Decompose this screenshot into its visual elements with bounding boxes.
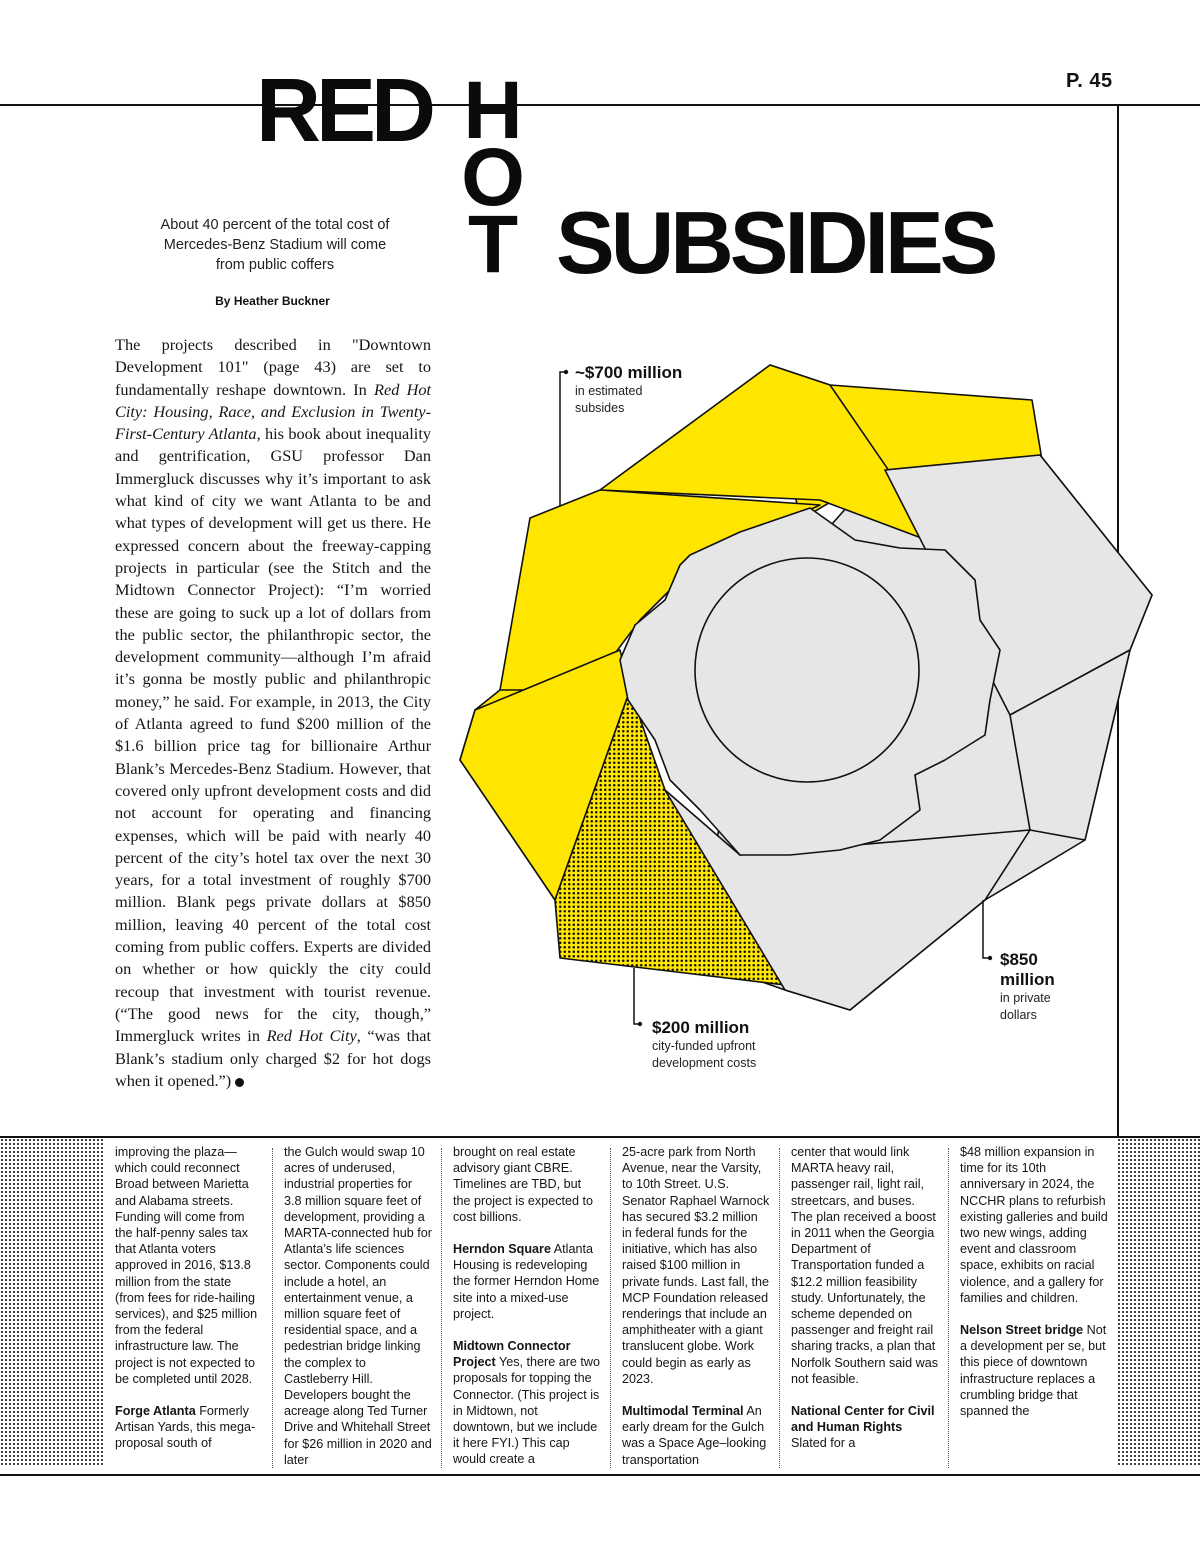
- dek: About 40 percent of the total cost of Mercedes-Benz Stadium will come from public coffers: [160, 217, 390, 273]
- callout-850m: [1000, 950, 1080, 1023]
- dotted-margin-right: [1117, 1138, 1200, 1467]
- title-letter-t: T: [467, 199, 519, 290]
- column-paragraph: [960, 1144, 1108, 1306]
- entry-heading: Midtown Connector Project: [453, 1339, 571, 1370]
- callout-amount: $850 million: [1000, 950, 1055, 989]
- stadium-field: [695, 558, 919, 782]
- text-column-4: [622, 1144, 770, 1468]
- body-paragraph-part: , his book about inequality and gentrification, GSU professor Dan Immergluck discusses why it’s important to ask what kind of city we want Atlanta to be and what types of development will get us there. He expressed concern about the freeway-capping projects in particular (see the Stitch and the Midtown Connector Project): “I’m worried these are going to suck up a lot of dollars from the public sector, the philanthropic sector, the development community—although I’m afraid it’s gonna be mostly public and philanthropic money,” he said. For example, in 2013, the City of Atlanta agreed to fund $200 million of the $1.6 billion price tag for billionaire Arthur Blank’s Mercedes-Benz Stadium. However, that covered only upfront development costs and did not account for operating and financing expenses, which will be paid with nearly 40 percent of the city’s hotel tax over the next 30 years, for a total investment of roughly $700 million. Blank pegs private dollars at $850 million, leaving 40 percent of the total cost coming from public coffers. Experts are divided on whether or how quickly the city could recoup that investment with tourist revenue. (“The good news for the city, though,” Immergluck writes in: [115, 424, 431, 1046]
- paragraph-text: Slated for a: [791, 1436, 856, 1451]
- column-divider: [441, 1148, 442, 1468]
- column-paragraph: [453, 1241, 601, 1322]
- paragraph-text: 25-acre park from North Avenue, near the Varsity, to 10th Street. U.S. Senator Raphael Warnock has secured $3.2 million in federal funds for the initiative, which has also raised $100 million in private funds. Last fall, the MCP Foundation released renderings that include an amphitheater with a giant translucent globe. Work could begin as early as 2023.: [622, 1145, 770, 1386]
- entry-heading: Forge Atlanta: [115, 1404, 196, 1419]
- column-paragraph: [284, 1144, 432, 1468]
- paragraph-text: the Gulch would swap 10 acres of underused, industrial properties for 3.8 million square feet of development, providing a MARTA-connected hub for Atlanta’s life sciences sector. Components could include a hotel, an entertainment venue, a million square feet of residential space, and a pedestrian bridge linking the complex to Castleberry Hill. Developers bought the acreage along Ted Turner Drive and Whitehall Street for $26 million in 2020 and later: [284, 1145, 432, 1467]
- column-divider: [779, 1148, 780, 1468]
- column-paragraph: [791, 1144, 939, 1387]
- text-column-1: [115, 1144, 263, 1468]
- entry-heading: Herndon Square: [453, 1242, 551, 1257]
- book-title: Red Hot City: [266, 1026, 357, 1046]
- callout-700m: [575, 363, 685, 416]
- column-paragraph: [453, 1144, 601, 1225]
- entry-heading: National Center for Civil and Human Rights: [791, 1404, 935, 1435]
- column-paragraph: [622, 1403, 770, 1468]
- callout-description: city-funded upfront development costs: [652, 1039, 757, 1070]
- body-paragraph-part: The projects described in "Downtown Development 101" (page 43) are set to fundamentally reshape downtown. In: [115, 335, 431, 399]
- paragraph-text: Yes, there are two proposals for topping the Connector. (This project is in Midtown, not downtown, but we include it here FYI.) This cap would create a: [453, 1355, 601, 1467]
- column-divider: [948, 1148, 949, 1468]
- body-paragraph-part: , “was that Blank’s stadium only charged $2 for hot dogs when it opened.”): [115, 1026, 431, 1090]
- title-letter-o: O: [461, 132, 525, 223]
- text-column-2: [284, 1144, 432, 1468]
- callout-200m: [652, 1018, 782, 1071]
- paragraph-text: improving the plaza—which could reconnect Broad between Marietta and Alabama streets. Funding will come from the half-penny sales tax that Atlanta voters approved in 2016, $13.8 million from the state (from fees for ride-hailing services), and $25 million from the federal infrastructure law. The project is not expected to be completed until 2028.: [115, 1145, 258, 1386]
- column-paragraph: [453, 1338, 601, 1468]
- paragraph-text: Not a development per se, but this piece of downtown infrastructure replaces a crumbling bridge that spanned the: [960, 1323, 1107, 1419]
- callout-description: in estimated subsides: [575, 384, 643, 415]
- title-letter-h: H: [463, 65, 523, 156]
- column-paragraph: [115, 1403, 263, 1452]
- callout-amount: ~$700 million: [575, 363, 683, 382]
- leader-850m: [983, 900, 990, 958]
- column-paragraph: [791, 1403, 939, 1452]
- column-paragraph: [115, 1144, 263, 1387]
- leader-700m: [560, 372, 566, 506]
- text-column-3: [453, 1144, 601, 1468]
- leader-200m: [634, 968, 640, 1024]
- leader-dot: [638, 1022, 642, 1026]
- paragraph-text: brought on real estate advisory giant CBRE. Timelines are TBD, but the project is expected to cost billions.: [453, 1145, 594, 1224]
- column-paragraph: [622, 1144, 770, 1387]
- paragraph-text: center that would link MARTA heavy rail, passenger rail, light rail, streetcars, and buses. The plan received a boost in 2011 when the Georgia Department of Transportation funded a $12.2 million feasibility study. Unfortunately, the scheme depended on passenger and freight rail sharing tracks, a plan that Norfolk Southern said was not feasible.: [791, 1145, 938, 1386]
- leader-dot: [564, 370, 568, 374]
- page-number: P. 45: [1066, 70, 1113, 92]
- paragraph-text: Atlanta Housing is redeveloping the former Herndon Home site into a mixed-use project.: [453, 1242, 600, 1321]
- text-column-6: [960, 1144, 1108, 1468]
- leader-dot: [988, 956, 992, 960]
- title-word-subsidies: SUBSIDIES: [556, 193, 995, 292]
- entry-heading: Nelson Street bridge: [960, 1323, 1084, 1338]
- column-paragraph: [960, 1322, 1108, 1419]
- column-divider: [272, 1148, 273, 1468]
- paragraph-text: An early dream for the Gulch was a Space Age–looking transportation: [622, 1404, 767, 1467]
- callout-amount: $200 million: [652, 1018, 750, 1037]
- entry-heading: Multimodal Terminal: [622, 1404, 744, 1419]
- text-column-5: [791, 1144, 939, 1468]
- dotted-margin-left: [0, 1138, 104, 1467]
- paragraph-text: $48 million expansion in time for its 10th anniversary in 2024, the NCCHR plans to refurbish existing galleries and build two new wings, adding event and classroom space, exhibits on racial violence, and a gallery for families and children.: [960, 1145, 1108, 1305]
- paragraph-text: Formerly Artisan Yards, this mega-proposal south of: [115, 1404, 256, 1451]
- callout-description: in private dollars: [1000, 991, 1051, 1022]
- byline: By Heather Buckner: [215, 294, 330, 308]
- title-word-red: RED: [256, 61, 432, 161]
- column-divider: [610, 1148, 611, 1468]
- book-title: Red Hot City: Housing, Race, and Exclusion in Twenty-First-Century Atlanta: [115, 379, 431, 444]
